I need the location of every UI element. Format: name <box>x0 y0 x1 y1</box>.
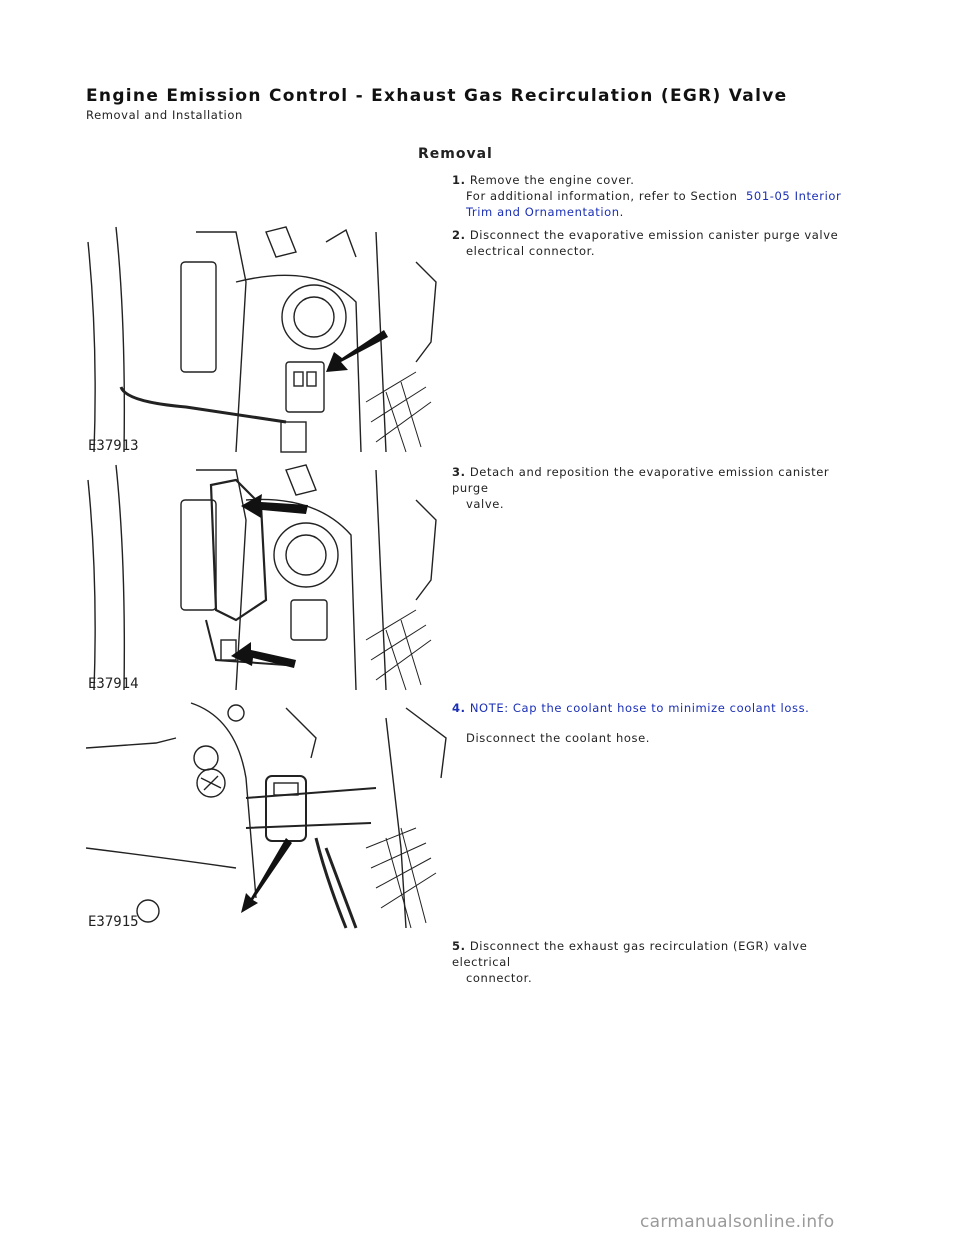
step-text: Disconnect the exhaust gas recirculation (EGR) valve electrical <box>452 939 808 969</box>
step-text: Disconnect the evaporative emission canister purge valve <box>469 228 839 242</box>
watermark: carmanualsonline.info <box>640 1212 835 1232</box>
figure-e37915 <box>86 698 448 930</box>
section-title: Removal <box>418 146 493 162</box>
bolt-icon <box>137 900 159 922</box>
page-subtitle: Removal and Installation <box>86 108 243 122</box>
figure-label: E37915 <box>88 914 139 930</box>
step-number: 4. <box>452 701 466 715</box>
figure-label: E37914 <box>88 676 139 692</box>
step-1 <box>452 172 862 220</box>
step-text: connector. <box>466 971 533 985</box>
step-text: . <box>619 205 624 219</box>
step-text: Disconnect the coolant hose. <box>466 731 651 745</box>
step-number: 3. <box>452 465 466 479</box>
figure-label: E37913 <box>88 438 139 454</box>
step-number: 2. <box>452 228 466 242</box>
section-link[interactable]: 501-05 Interior <box>745 189 842 203</box>
step-text: valve. <box>466 497 505 511</box>
step-number: 5. <box>452 939 466 953</box>
step-3 <box>452 464 862 512</box>
illustration-purge-valve-reposition <box>86 460 448 692</box>
step-4 <box>452 700 862 746</box>
figure-e37913 <box>86 222 448 454</box>
arrow-icon <box>241 838 292 913</box>
arrow-icon <box>241 494 308 518</box>
note-text: NOTE: Cap the coolant hose to minimize coolant loss. <box>469 701 810 715</box>
illustration-purge-valve-connector <box>86 222 448 454</box>
figure-e37914 <box>86 460 448 692</box>
step-text: electrical connector. <box>466 244 596 258</box>
step-number: 1. <box>452 173 466 187</box>
section-link[interactable]: Trim and Ornamentation <box>466 205 620 219</box>
step-text: Remove the engine cover. <box>469 173 635 187</box>
step-5 <box>452 938 862 986</box>
step-text: Detach and reposition the evaporative emission canister purge <box>452 465 830 495</box>
illustration-coolant-hose <box>86 698 448 930</box>
step-text: For additional information, refer to Section <box>466 189 738 203</box>
step-2 <box>452 227 862 259</box>
page-title: Engine Emission Control - Exhaust Gas Recirculation (EGR) Valve <box>86 86 788 106</box>
